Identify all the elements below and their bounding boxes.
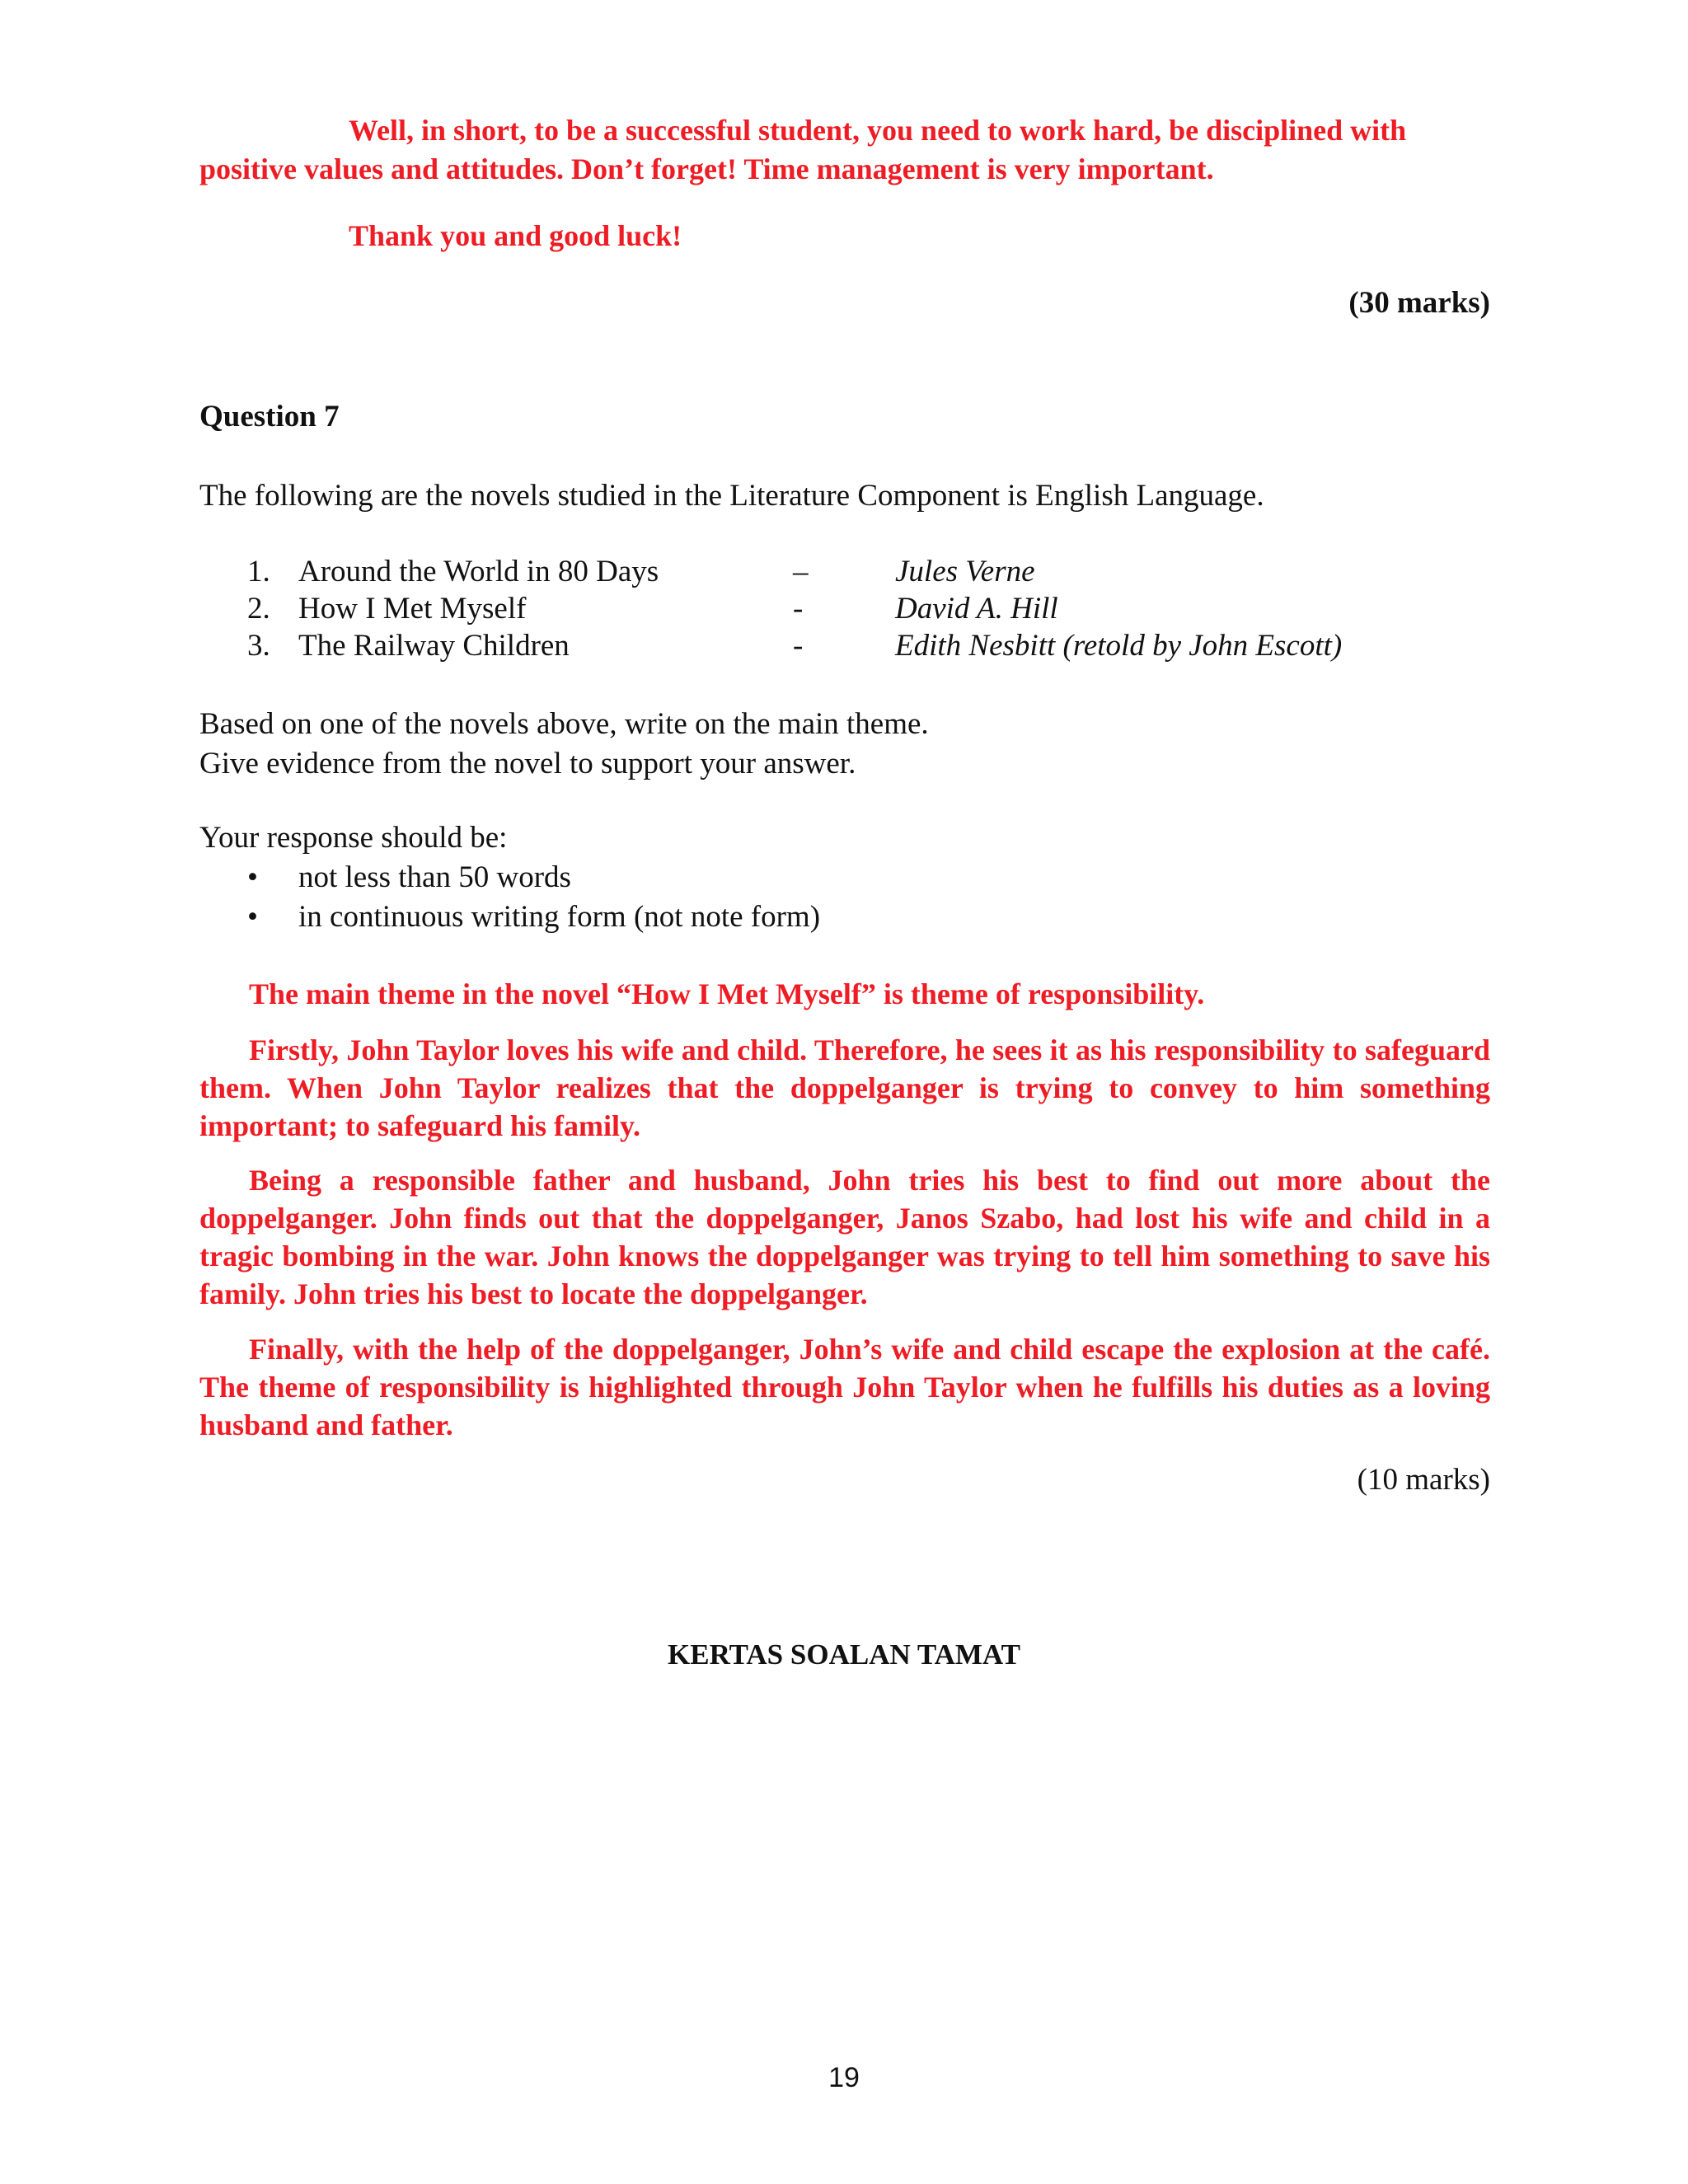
novel-title: Around the World in 80 Days (298, 555, 659, 588)
closing-line-2: positive values and attitudes. Don’t forget! Time management is very important. (199, 152, 1214, 185)
novel-title: The Railway Children (298, 629, 570, 663)
novel-number: 3. (247, 629, 270, 663)
answer-paragraph-3: Being a responsible father and husband, John tries his best to find out more about the doppelganger. John finds out that the doppelganger, Janos Szabo, had lost his wife and child in a tragic bombing in the war. John knows the doppelganger was trying to tell him something to save his family. John tries his best to locate the doppelganger. (199, 1164, 1490, 1310)
answer-paragraph-2: Firstly, John Taylor loves his wife and child. Therefore, he sees it as his responsibility to safeguard them. When John Taylor realizes that the doppelganger is trying to convey to him something important; to safeguard his family. (199, 1033, 1490, 1142)
question-marks: (10 marks) (1357, 1463, 1490, 1497)
novel-separator: – (793, 555, 809, 588)
novel-author: Jules Verne (895, 555, 1035, 588)
bullet-text: not less than 50 words (298, 860, 571, 894)
instruction-line-1: Based on one of the novels above, write on the main theme. (199, 707, 929, 741)
novel-author: Edith Nesbitt (retold by John Escott) (895, 629, 1343, 663)
answer-paragraph-4: Finally, with the help of the doppelganger, John’s wife and child escape the explosion at the café. The theme of responsibility is highlighted through John Taylor when he fulfills his duties as a loving husband and father. (199, 1333, 1490, 1441)
instruction-line-2: Give evidence from the novel to support your answer. (199, 747, 856, 780)
novel-separator: - (793, 592, 804, 626)
closing-thanks: Thank you and good luck! (349, 219, 682, 252)
bullet-icon: • (247, 860, 258, 894)
bullet-icon: • (247, 900, 258, 934)
response-intro: Your response should be: (199, 821, 508, 855)
novel-separator: - (793, 629, 804, 663)
novel-author: David A. Hill (895, 592, 1058, 626)
page-number: 19 (828, 2062, 860, 2093)
bullet-text: in continuous writing form (not note form) (298, 900, 821, 934)
closing-marks: (30 marks) (1348, 286, 1490, 320)
novel-number: 2. (247, 592, 270, 626)
closing-line-1: Well, in short, to be a successful student, you need to work hard, be disciplined with (349, 114, 1407, 147)
novel-title: How I Met Myself (298, 592, 527, 626)
end-of-paper-text: KERTAS SOALAN TAMAT (668, 1638, 1020, 1671)
novel-number: 1. (247, 555, 270, 588)
question-intro: The following are the novels studied in the Literature Component is English Language. (199, 479, 1264, 513)
answer-paragraph-1: The main theme in the novel “How I Met Myself” is theme of responsibility. (249, 977, 1205, 1010)
question-heading: Question 7 (199, 400, 340, 434)
